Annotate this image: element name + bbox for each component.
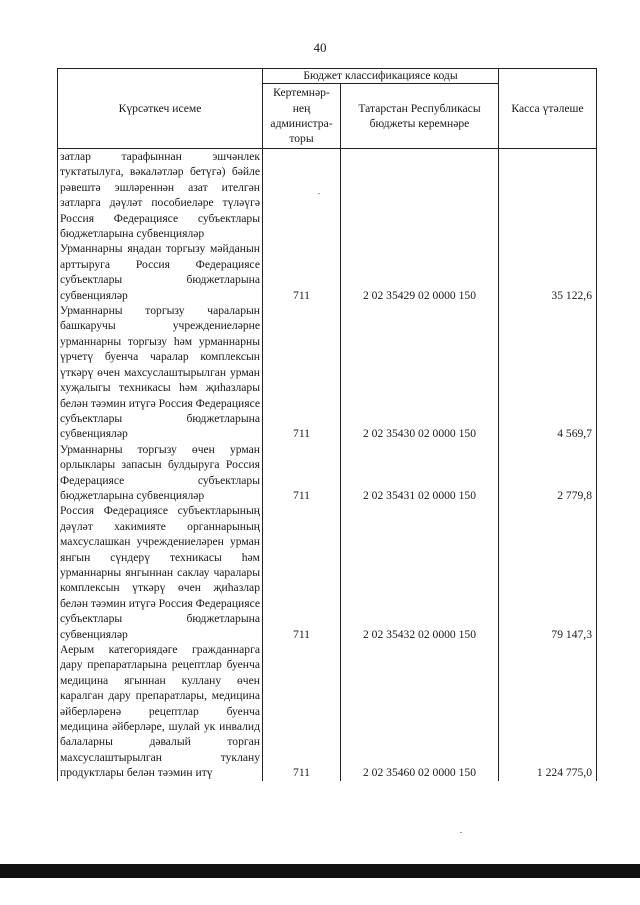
row-admin [263, 149, 341, 242]
row-code: 2 02 35429 02 0000 150 [341, 241, 499, 303]
row-name: Россия Федерациясе субъектларының дәүләт хакимияте органнарының махсуслашкан учреждениеләрен урман янгын сүндерү техникасы һәм урманнарны янгыннан саклау чаралары комплексын үткәрү өчен җиһазлар белән тәэмин итүгә Россия Федерациясе субъектлары бюджетларына субвенцияләр [58, 503, 263, 642]
row-amount [499, 149, 597, 242]
scan-speck [318, 193, 320, 194]
scan-speck [460, 832, 462, 833]
row-code: 2 02 35432 02 0000 150 [341, 503, 499, 642]
table-row [58, 303, 597, 442]
row-name: Урманнарны яңадан торгызу мәйданын арттыруга Россия Федерациясе субъектлары бюджетларына субвенцияләр [58, 241, 263, 303]
header-classification-group: Бюджет классификациясе коды [263, 69, 499, 84]
page-number: 40 [313, 40, 327, 55]
row-name: Аерым категориядәге гражданнарга дару препаратларына рецептлар буенча медицина ягыннан куллану өчен каралган дару препаратлары, медицина әйберләренә рецептлар буенча медицина әйберләре, шулай ук инвалид балаларны дәвалый торган махсуслаштырылган туклану продуктлары белән тәэмин итү [58, 642, 263, 781]
row-name: затлар тарафыннан эшчәнлек туктатылуга, вәкаләтләр бетүгә) бәйле рәвештә эшләреннән азат ителгән затларга дәүләт пособиеләре түләүгә Россия Федерациясе субъектлары бюджетларына субвенцияләр [58, 149, 263, 242]
table-row [58, 149, 597, 242]
header-amount: Касса үтәлеше [499, 69, 597, 149]
budget-table [57, 68, 597, 781]
row-name: Урманнарны торгызу өчен урман орлыклары запасын булдыруга Россия Федерациясе субъектлары бюджетларына субвенцияләр [58, 442, 263, 504]
row-name: Урманнарны торгызу чараларын башкаручы учреждениеләрне урманнарны торгызу һәм урманнарны үрчетү буенча чаралар комплексын үткәрү өчен махсуслаштырылган урман хуҗалыгы техникасы һәм җиһазлары белән тәэмин итүгә Россия Федерациясе субъектлары бюджетларына субвенцияләр [58, 303, 263, 442]
row-code [341, 149, 499, 242]
row-amount: 35 122,6 [499, 241, 597, 303]
table-row [58, 442, 597, 504]
header-admin: Кертемнәр-нең администра-торы [263, 84, 341, 149]
row-admin: 711 [263, 642, 341, 781]
table-row [58, 241, 597, 303]
row-code: 2 02 35460 02 0000 150 [341, 642, 499, 781]
row-admin: 711 [263, 442, 341, 504]
row-amount: 4 569,7 [499, 303, 597, 442]
row-amount: 2 779,8 [499, 442, 597, 504]
row-code: 2 02 35431 02 0000 150 [341, 442, 499, 504]
row-admin: 711 [263, 303, 341, 442]
row-admin: 711 [263, 503, 341, 642]
row-amount: 79 147,3 [499, 503, 597, 642]
header-income: Татарстан Республикасы бюджеты керемнәре [341, 84, 499, 149]
row-amount: 1 224 775,0 [499, 642, 597, 781]
row-code: 2 02 35430 02 0000 150 [341, 303, 499, 442]
table-row [58, 642, 597, 781]
table-row [58, 503, 597, 642]
header-indicator: Күрсәткеч исеме [58, 69, 263, 149]
row-admin: 711 [263, 241, 341, 303]
scan-bottom-edge [0, 864, 640, 878]
